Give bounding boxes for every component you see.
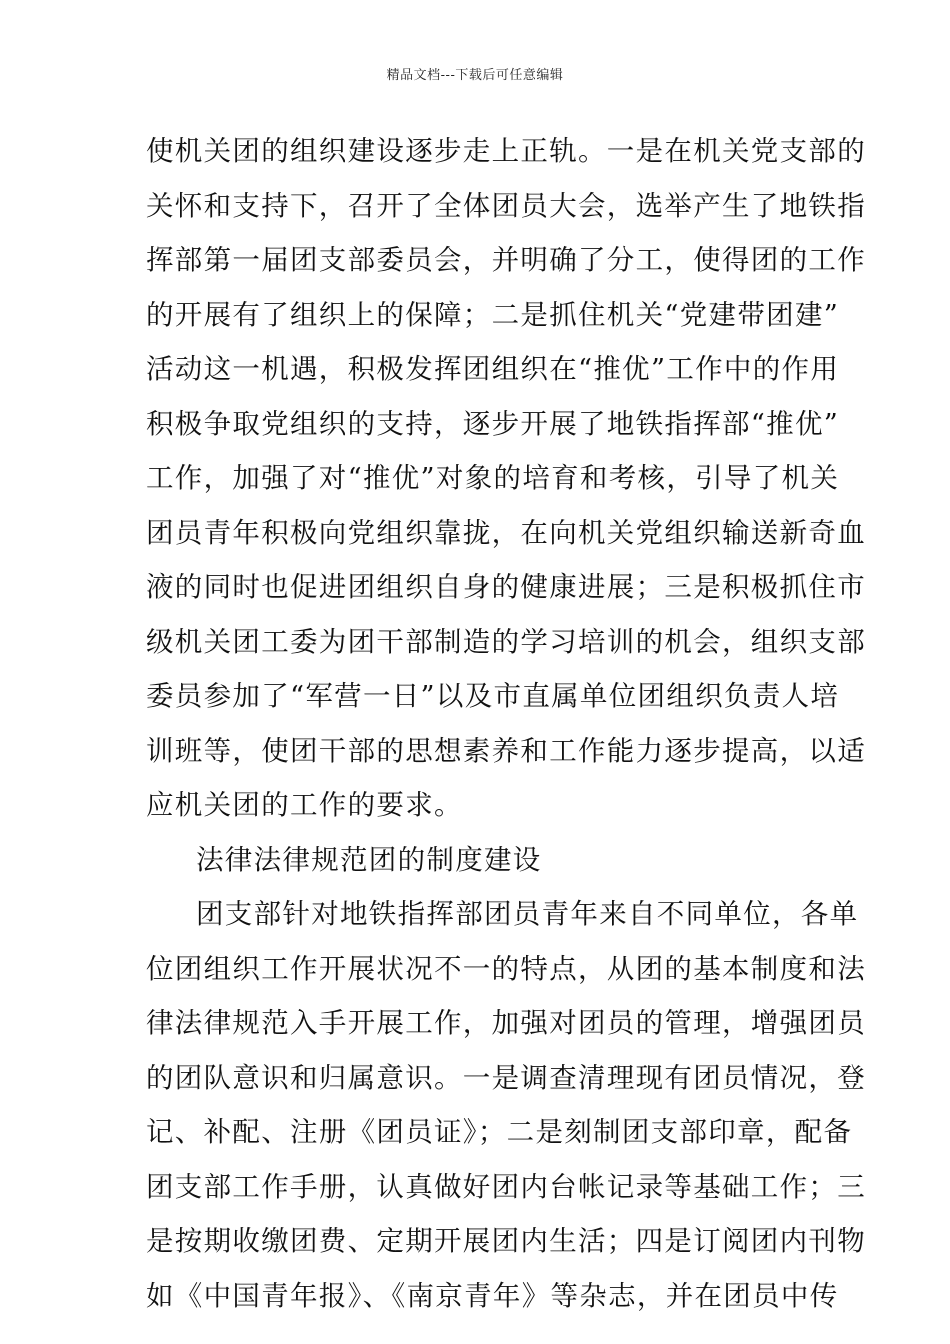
body-text	[146, 124, 866, 1323]
text-line: 液的同时也促进团组织自身的健康进展；三是积极抓住市	[146, 571, 866, 603]
text-line: 的开展有了组织上的保障；二是抓住机关“党建带团建”	[146, 298, 840, 331]
text-line: 委员参加了“军营一日”以及市直属单位团组织负责人培	[146, 680, 840, 712]
text-line: 团支部针对地铁指挥部团员青年来自不同单位，各单	[196, 898, 859, 930]
text-line: 挥部第一届团支部委员会，并明确了分工，使得团的工作	[146, 244, 866, 276]
page-header: 精品文档---下载后可任意编辑	[386, 68, 564, 83]
text-line: 关怀和支持下，召开了全体团员大会，选举产生了地铁指	[146, 189, 866, 222]
text-line: 位团组织工作开展状况不一的特点，从团的基本制度和法	[146, 952, 866, 985]
text-line: 活动这一机遇，积极发挥团组织在“推优”工作中的作用	[146, 353, 840, 385]
section-heading: 法律法律规范团的制度建设	[196, 843, 542, 876]
text-line: 团员青年积极向党组织靠拢，在向机关党组织输送新奇血	[146, 516, 866, 549]
text-line: 级机关团工委为团干部制造的学习培训的机会，组织支部	[146, 625, 866, 658]
text-line: 应机关团的工作的要求。	[146, 789, 463, 821]
text-line: 记、补配、注册《团员证》；二是刻制团支部印章，配备	[146, 1116, 853, 1148]
text-line: 律法律规范入手开展工作，加强对团员的管理，增强团员	[146, 1007, 866, 1039]
text-line: 是按期收缴团费、定期开展团内生活；四是订阅团内刊物	[146, 1225, 866, 1257]
text-line: 工作，加强了对“推优”对象的培育和考核，引导了机关	[146, 462, 840, 494]
text-line: 使机关团的组织建设逐步走上正轨。一是在机关党支部的	[146, 135, 866, 167]
text-line: 的团队意识和归属意识。一是调查清理现有团员情况，登	[146, 1061, 866, 1094]
text-line: 训班等，使团干部的思想素养和工作能力逐步提高，以适	[146, 734, 866, 767]
text-line: 团支部工作手册，认真做好团内台帐记录等基础工作；三	[146, 1170, 866, 1203]
text-line: 积极争取党组织的支持，逐步开展了地铁指挥部“推优”	[146, 407, 840, 440]
text-line: 如《中国青年报》、《南京青年》等杂志，并在团员中传	[146, 1279, 839, 1312]
